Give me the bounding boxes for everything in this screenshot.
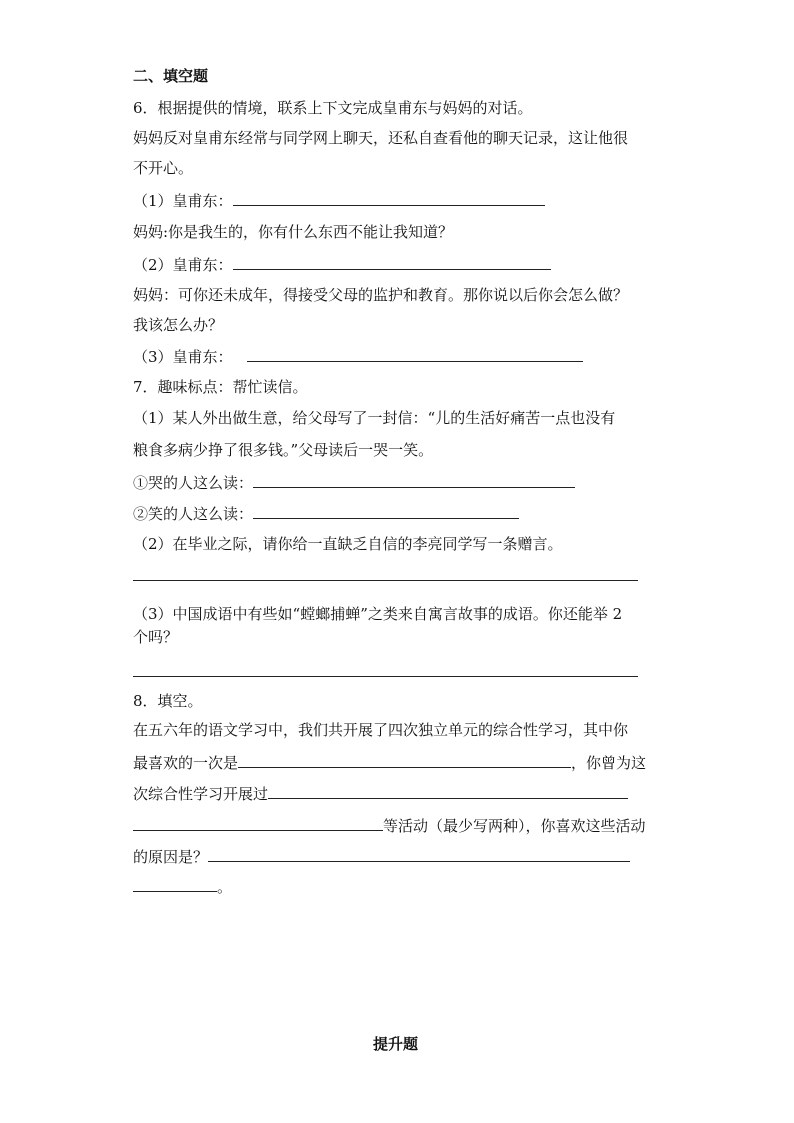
q6-item2-label: （2）皇甫东： <box>133 256 233 274</box>
q7-sub3-line2: 个吗？ <box>133 628 179 646</box>
q6-item2 <box>133 254 551 275</box>
q8-prompt: 8．填空。 <box>133 692 203 710</box>
q8-favorite-blank[interactable] <box>238 752 571 768</box>
q8-line1: 在五六年的语文学习中，我们共开展了四次独立单元的综合性学习，其中你 <box>133 721 629 739</box>
q6-item3-label: （3）皇甫东： <box>133 348 233 366</box>
q8-line5-prefix: 的原因是？ <box>133 848 209 866</box>
q8-line3-prefix: 次综合性学习开展过 <box>133 785 269 803</box>
q8-line6 <box>133 876 232 897</box>
q6-prompt: 6．根据提供的情境，联系上下文完成皇甫东与妈妈的对话。 <box>133 99 533 117</box>
q8-line4 <box>133 815 646 836</box>
q6-mom-reply1: 妈妈:你是我生的，你有什么东西不能让我知道？ <box>133 223 454 241</box>
q6-mom-reply2-line1: 妈妈：可你还未成年，得接受父母的监护和教育。那你说以后你会怎么做？ <box>133 286 629 304</box>
q8-reason-blank-1[interactable] <box>208 846 630 862</box>
q6-item1 <box>133 190 545 211</box>
footer-title: 提升题 <box>373 1035 419 1053</box>
q8-line3 <box>133 783 628 804</box>
q8-line4-suffix: 等活动（最少写两种），你喜欢这些活动 <box>383 817 646 835</box>
q8-line2-prefix: 最喜欢的一次是 <box>133 754 239 772</box>
q8-line2-suffix: ，你曾为这 <box>571 754 647 772</box>
q7-laugh-row <box>133 503 519 524</box>
q7-cry-blank[interactable] <box>253 472 575 488</box>
q8-line2 <box>133 752 646 773</box>
q7-sub2: （2）在毕业之际，请你给一直缺乏自信的李亮同学写一条赠言。 <box>133 535 563 553</box>
section-title: 二、填空题 <box>133 67 209 85</box>
q6-item1-blank[interactable] <box>233 190 545 206</box>
q7-cry-row <box>133 472 575 493</box>
q6-context-line1: 妈妈反对皇甫东经常与同学网上聊天，还私自查看他的聊天记录，这让他很 <box>133 129 629 147</box>
q7-sub3-line1: （3）中国成语中有些如“螳螂捕蝉”之类来自寓言故事的成语。你还能举 2 <box>133 605 623 623</box>
q7-sub3-answer-line[interactable] <box>133 676 638 677</box>
q6-item3 <box>133 346 583 367</box>
q8-line5 <box>133 846 630 867</box>
q6-item1-label: （1）皇甫东： <box>133 192 233 210</box>
q7-sub1-line2: 粮食多病少挣了很多钱。”父母读后一哭一笑。 <box>133 441 434 459</box>
q7-prompt: 7．趣味标点：帮忙读信。 <box>133 378 308 396</box>
q6-item2-blank[interactable] <box>233 254 551 270</box>
q8-reason-blank-2[interactable] <box>133 876 217 892</box>
q7-laugh-label: ②笑的人这么读： <box>133 505 254 523</box>
q8-line6-suffix: 。 <box>217 878 233 896</box>
q6-mom-reply2-line2: 我该怎么办？ <box>133 316 224 334</box>
q8-activities-blank-1[interactable] <box>268 783 628 799</box>
q6-context-line2: 不开心。 <box>133 159 194 177</box>
q6-item3-blank[interactable] <box>247 346 583 362</box>
q7-laugh-blank[interactable] <box>253 503 519 519</box>
q7-sub2-answer-line[interactable] <box>133 580 638 581</box>
q8-activities-blank-2[interactable] <box>133 815 383 831</box>
q7-cry-label: ①哭的人这么读： <box>133 474 254 492</box>
q7-sub1-line1: （1）某人外出做生意，给父母写了一封信：“儿的生活好痛苦一点也没有 <box>133 409 616 427</box>
